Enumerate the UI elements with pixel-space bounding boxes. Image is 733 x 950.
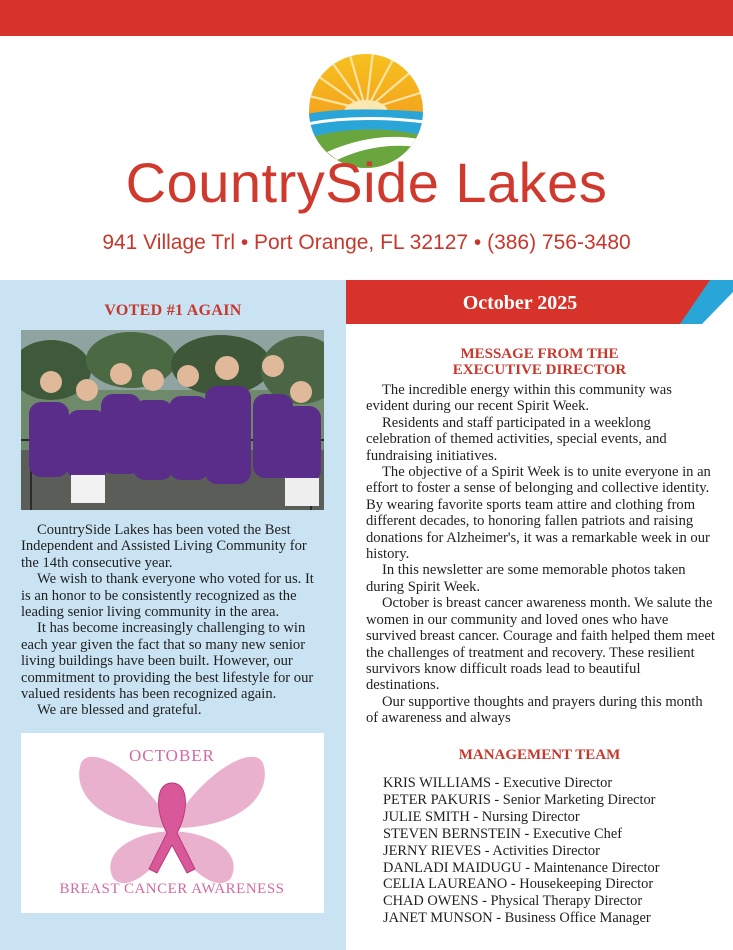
ribbon-bottom-text: BREAST CANCER AWARENESS (59, 881, 285, 897)
group-photo (21, 330, 324, 510)
message-paragraph: The objective of a Spirit Week is to unite everyone in an effort to foster a sense of belonging and collective identity. By wearing favorite sports team attire and clothing from different decades, to honoring fallen patriots and raising donations for Alzheimer's, it was a remarkable week in our history. (366, 464, 711, 563)
management-heading: MANAGEMENT TEAM (458, 747, 621, 763)
team-member: DANLADI MAIDUGU - Maintenance Director (383, 859, 660, 876)
director-message (366, 382, 716, 727)
team-member: KRIS WILLIAMS - Executive Director (383, 775, 613, 791)
management-list (383, 775, 723, 927)
message-paragraph: Our supportive thoughts and prayers during this month of awareness and always (366, 693, 703, 727)
top-banner-bar (0, 0, 733, 36)
voted-article (21, 522, 326, 719)
message-heading-line2: EXECUTIVE DIRECTOR (452, 362, 627, 378)
voted-heading: VOTED #1 AGAIN (104, 302, 242, 319)
team-member: JANET MUNSON - Business Office Manager (383, 910, 651, 927)
ribbon-top-text: OCTOBER (128, 746, 216, 765)
message-heading (346, 346, 733, 378)
team-member: JERNY RIEVES - Activities Director (383, 842, 600, 859)
message-heading-line1: MESSAGE FROM THE (460, 346, 619, 362)
team-member: PETER PAKURIS - Senior Marketing Director (383, 791, 656, 808)
message-paragraph: In this newsletter are some memorable photos taken during Spirit Week. (366, 562, 686, 595)
message-paragraph: The incredible energy within this community was evident during our recent Spirit Week. (366, 382, 672, 415)
message-paragraph: Residents and staff participated in a weeklong celebration of themed activities, special events, and fundraising initiatives. (366, 414, 667, 464)
message-paragraph: October is breast cancer awareness month. We salute the women in our community and loved ones who have survived breast cancer. Courage and faith helped them meet the challenges of treatment and recovery. These resilient survivors know difficult roads lead to beautiful destinations. (366, 595, 715, 694)
voted-paragraph: We are blessed and grateful. (37, 702, 202, 719)
issue-date: October 2025 (462, 292, 578, 314)
address-line: 941 Village Trl • Port Orange, FL 32127 • (386) 756-3480 (102, 231, 631, 254)
voted-paragraph: It has become increasingly challenging to win each year given the fact that so many new senior living buildings have been built. However, our commitment to providing the best lifestyle for our valued residents has been recognized again. (21, 620, 314, 703)
butterfly-ribbon-graphic (21, 733, 324, 913)
voted-paragraph: CountrySide Lakes has been voted the Best Independent and Assisted Living Community for the 14th consecutive year. (21, 522, 307, 571)
brand-title: CountrySide Lakes (125, 151, 608, 214)
voted-paragraph: We wish to thank everyone who voted for us. It is an honor to be consistently recognized as the leading senior living community in the area. (21, 571, 314, 621)
team-member: CHAD OWENS - Physical Therapy Director (383, 893, 643, 910)
breast-cancer-awareness-card (21, 733, 324, 913)
team-member: STEVEN BERNSTEIN - Executive Chef (383, 825, 622, 842)
team-member: CELIA LAUREANO - Housekeeping Director (383, 876, 654, 893)
team-member: JULIE SMITH - Nursing Director (383, 808, 580, 825)
